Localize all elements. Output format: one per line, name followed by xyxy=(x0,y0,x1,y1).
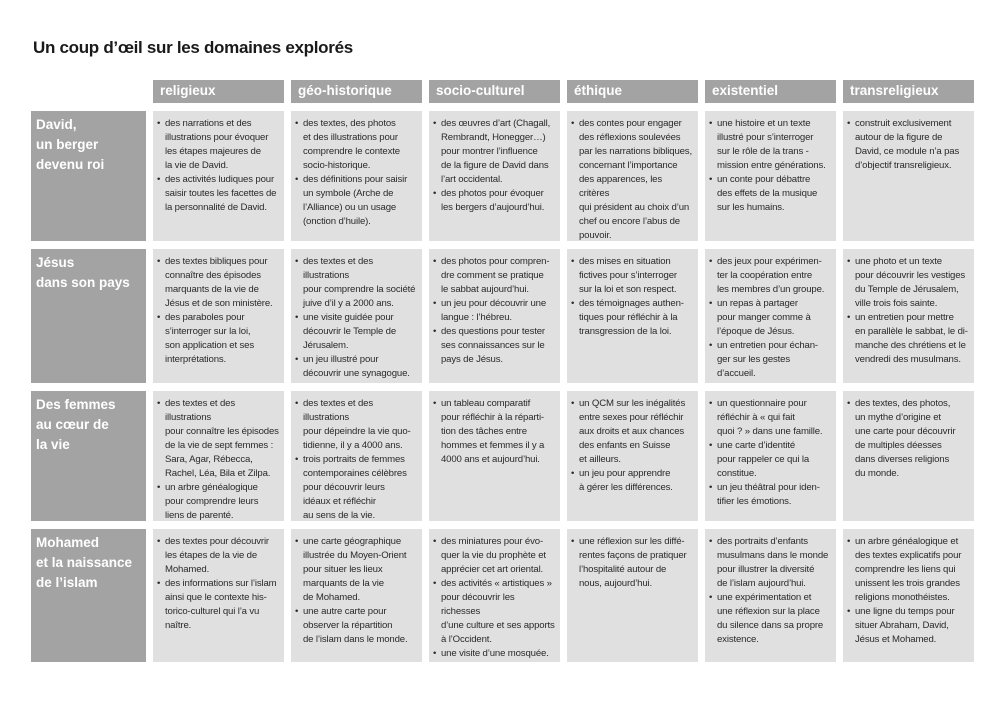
list-item: • des mises en situation fictives pour s’interroger sur la loi et son respect. xyxy=(571,255,693,297)
list-item: • une photo et un texte pour découvrir les vestiges du Temple de Jérusalem, ville trois fois sainte. xyxy=(847,255,969,311)
bullet-list xyxy=(709,117,831,215)
list-item: • une histoire et un texte illustré pour s’interroger sur le rôle de la trans - mission entre générations. xyxy=(709,117,831,173)
list-item: • une visite guidée pour découvrir le Temple de Jérusalem. xyxy=(295,311,417,353)
list-item: • des témoignages authen- tiques pour réfléchir à la transgression de la loi. xyxy=(571,297,693,339)
list-item: • des portraits d’enfants musulmans dans le monde pour illustrer la diversité de l’islam aujourd’hui. xyxy=(709,535,831,591)
table-cell-geo-historique xyxy=(291,391,422,521)
bullet-list xyxy=(709,397,831,509)
table-cell-religieux xyxy=(153,249,284,383)
table-cell-socio-culturel xyxy=(429,529,560,662)
list-item: • des narrations et des illustrations pour évoquer les étapes majeures de la vie de David. xyxy=(157,117,279,173)
bullet-list xyxy=(295,255,417,381)
table-cell-socio-culturel xyxy=(429,391,560,521)
list-item: • construit exclusivement autour de la figure de David, ce module n’a pas d’objectif transreligieux. xyxy=(847,117,969,173)
row-label xyxy=(31,391,146,521)
table-cell-transreligieux xyxy=(843,529,974,662)
list-item: • des œuvres d’art (Chagall, Rembrandt, Honegger…) pour montrer l’influence de la figure de David dans l’art occidental. xyxy=(433,117,555,187)
bullet-list xyxy=(433,397,555,467)
table-cell-religieux xyxy=(153,391,284,521)
list-item: • un arbre généalogique et des textes explicatifs pour comprendre les liens qui unissent les trois grandes religions monothéistes. xyxy=(847,535,969,605)
column-header-ethique: éthique xyxy=(567,80,698,103)
table-cell-existentiel xyxy=(705,391,836,521)
row-label-line: et la naissance xyxy=(36,555,133,570)
list-item: • une expérimentation et une réflexion sur la place du silence dans sa propre existence. xyxy=(709,591,831,647)
table-cell-transreligieux xyxy=(843,111,974,241)
bullet-list xyxy=(157,397,279,521)
list-item: • des paraboles pour s’interroger sur la loi, son application et ses interprétations. xyxy=(157,311,279,367)
domains-table xyxy=(31,80,970,662)
bullet-list xyxy=(571,397,693,495)
column-header-transreligieux: transreligieux xyxy=(843,80,974,103)
bullet-list xyxy=(433,255,555,367)
list-item: • des textes et des illustrations pour comprendre la société juive d’il y a 2000 ans. xyxy=(295,255,417,311)
bullet-list xyxy=(295,397,417,521)
list-item: • des textes et des illustrations pour dépeindre la vie quo- tidienne, il y a 4000 ans. xyxy=(295,397,417,453)
row-label xyxy=(31,111,146,241)
list-item: • des textes et des illustrations pour connaître les épisodes de la vie de sept femmes : Sara, Agar, Rébecca, Rachel, Léa, Bila et Zilpa. xyxy=(157,397,279,481)
column-header-religieux: religieux xyxy=(153,80,284,103)
bullet-list xyxy=(847,255,969,367)
list-item: • des photos pour évoquer les bergers d’aujourd’hui. xyxy=(433,187,555,215)
list-item: • une autre carte pour observer la répartition de l’islam dans le monde. xyxy=(295,605,417,647)
bullet-list xyxy=(295,117,417,229)
list-item: • des miniatures pour évo- quer la vie du prophète et apprécier cet art oriental. xyxy=(433,535,555,577)
table-cell-socio-culturel xyxy=(429,111,560,241)
table-cell-religieux xyxy=(153,529,284,662)
list-item: • un entretien pour échan- ger sur les gestes d’accueil. xyxy=(709,339,831,381)
list-item: • un QCM sur les inégalités entre sexes pour réfléchir aux droits et aux chances des enfants en Suisse et ailleurs. xyxy=(571,397,693,467)
column-header-existentiel: existentiel xyxy=(705,80,836,103)
bullet-list xyxy=(571,255,693,339)
table-cell-existentiel xyxy=(705,111,836,241)
row-label-line: la vie xyxy=(36,437,70,452)
bullet-list xyxy=(571,535,693,591)
table-cell-geo-historique xyxy=(291,111,422,241)
bullet-list xyxy=(157,535,279,633)
list-item: • des textes bibliques pour connaître des épisodes marquants de la vie de Jésus et de son ministère. xyxy=(157,255,279,311)
row-label xyxy=(31,529,146,662)
column-header-socio-culturel: socio-culturel xyxy=(429,80,560,103)
list-item: • des informations sur l’islam ainsi que le contexte his- torico-culturel qui l’a vu naître. xyxy=(157,577,279,633)
bullet-list xyxy=(571,117,693,241)
table-cell-geo-historique xyxy=(291,529,422,662)
list-item: • un conte pour débattre des effets de la musique sur les humains. xyxy=(709,173,831,215)
list-item: • des définitions pour saisir un symbole (Arche de l’Alliance) ou un usage (onction d’huile). xyxy=(295,173,417,229)
list-item: • une réflexion sur les diffé- rentes façons de pratiquer l’hospitalité autour de nous, aujourd’hui. xyxy=(571,535,693,591)
row-label xyxy=(31,249,146,383)
table-cell-religieux xyxy=(153,111,284,241)
list-item: • un questionnaire pour réfléchir à « qui fait quoi ? » dans une famille. xyxy=(709,397,831,439)
list-item: • une carte géographique illustrée du Moyen-Orient pour situer les lieux marquants de la vie de Mohamed. xyxy=(295,535,417,605)
bullet-list xyxy=(847,535,969,647)
list-item: • un jeu illustré pour découvrir une synagogue. xyxy=(295,353,417,381)
list-item: • des photos pour compren- dre comment se pratique le sabbat aujourd’hui. xyxy=(433,255,555,297)
bullet-list xyxy=(295,535,417,647)
list-item: • un repas à partager pour manger comme à l’époque de Jésus. xyxy=(709,297,831,339)
list-item: • un jeu pour découvrir une langue : l’hébreu. xyxy=(433,297,555,325)
list-item: • trois portraits de femmes contemporaines célèbres pour découvrir leurs idéaux et réfléchir au sens de la vie. xyxy=(295,453,417,521)
row-label-line: devenu roi xyxy=(36,157,105,172)
table-cell-ethique xyxy=(567,111,698,241)
list-item: • une ligne du temps pour situer Abraham, David, Jésus et Mohamed. xyxy=(847,605,969,647)
list-item: • un jeu théâtral pour iden- tifier les émotions. xyxy=(709,481,831,509)
bullet-list xyxy=(433,535,555,661)
bullet-list xyxy=(847,397,969,481)
list-item: • des contes pour engager des réflexions soulevées par les narrations bibliques, concernant l’importance des apparences, les critères qui président au choix d’un chef ou encore l’abus de pouvoir. xyxy=(571,117,693,241)
table-cell-socio-culturel xyxy=(429,249,560,383)
bullet-list xyxy=(157,255,279,367)
bullet-list xyxy=(709,535,831,647)
list-item: • une carte d’identité pour rappeler ce qui la constitue. xyxy=(709,439,831,481)
list-item: • un jeu pour apprendre à gérer les différences. xyxy=(571,467,693,495)
table-cell-existentiel xyxy=(705,529,836,662)
bullet-list xyxy=(709,255,831,381)
list-item: • des questions pour tester ses connaissances sur le pays de Jésus. xyxy=(433,325,555,367)
row-label-line: de l’islam xyxy=(36,575,98,590)
list-item: • une visite d’une mosquée. xyxy=(433,647,555,661)
list-item: • des activités « artistiques » pour découvrir les richesses d’une culture et ses apports à l’Occident. xyxy=(433,577,555,647)
row-label-line: Jésus xyxy=(36,255,75,270)
bullet-list xyxy=(433,117,555,215)
bullet-list xyxy=(157,117,279,215)
list-item: • un tableau comparatif pour réfléchir à la réparti- tion des tâches entre hommes et femmes il y a 4000 ans et aujourd’hui. xyxy=(433,397,555,467)
row-label-line: un berger xyxy=(36,137,99,152)
row-label-line: au cœur de xyxy=(36,417,109,432)
column-header-geo-historique: géo-historique xyxy=(291,80,422,103)
list-item: • un arbre généalogique pour comprendre leurs liens de parenté. xyxy=(157,481,279,521)
table-cell-transreligieux xyxy=(843,249,974,383)
list-item: • des jeux pour expérimen- ter la coopération entre les membres d’un groupe. xyxy=(709,255,831,297)
list-item: • un entretien pour mettre en parallèle le sabbat, le di- manche des chrétiens et le vendredi des musulmans. xyxy=(847,311,969,367)
table-cell-existentiel xyxy=(705,249,836,383)
list-item: • des textes, des photos et des illustrations pour comprendre le contexte socio-historique. xyxy=(295,117,417,173)
table-cell-transreligieux xyxy=(843,391,974,521)
row-label-line: Mohamed xyxy=(36,535,100,550)
table-corner xyxy=(31,80,146,103)
row-label-line: Des femmes xyxy=(36,397,116,412)
row-label-line: David, xyxy=(36,117,77,132)
table-cell-ethique xyxy=(567,529,698,662)
page-title: Un coup d’œil sur les domaines explorés xyxy=(33,38,353,57)
table-cell-ethique xyxy=(567,391,698,521)
list-item: • des textes, des photos, un mythe d’origine et une carte pour découvrir de multiples déesses dans diverses religions du monde. xyxy=(847,397,969,481)
list-item: • des textes pour découvrir les étapes de la vie de Mohamed. xyxy=(157,535,279,577)
row-label-line: dans son pays xyxy=(36,275,130,290)
list-item: • des activités ludiques pour saisir toutes les facettes de la personnalité de David. xyxy=(157,173,279,215)
bullet-list xyxy=(847,117,969,173)
table-cell-ethique xyxy=(567,249,698,383)
table-cell-geo-historique xyxy=(291,249,422,383)
